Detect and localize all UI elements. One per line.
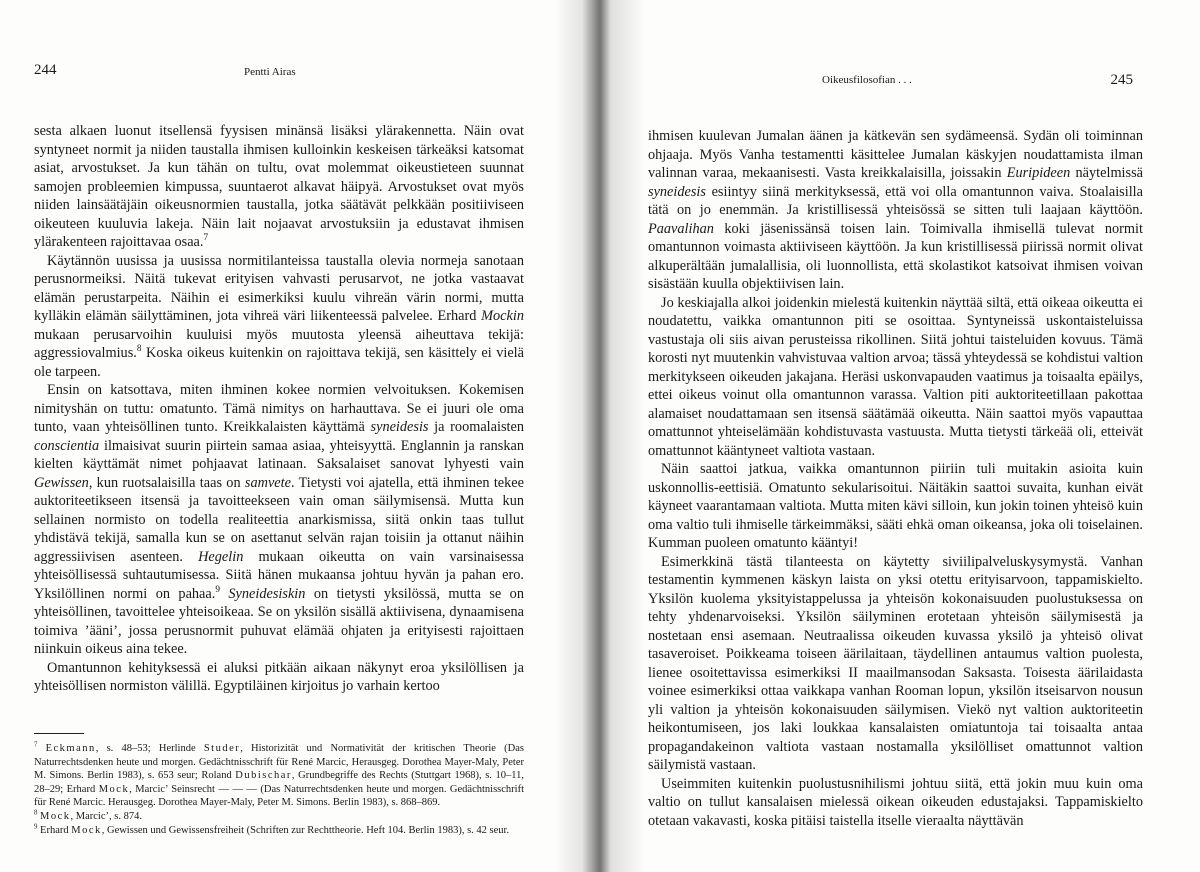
text-run: ja roomalaisten <box>428 419 524 435</box>
author-name: Mock <box>98 783 130 795</box>
footnote-reference: 9 <box>215 584 220 595</box>
author-name: Dubischar <box>235 770 292 782</box>
left-running-title: Pentti Airas <box>244 66 296 78</box>
text-run: Omantunnon kehityksessä ei aluksi pitkään aikaan näkynyt eroa yksilöllisen ja yhteisöllisen normiston välillä. Egyptiläinen kirjoitus jo varhain kertoo <box>34 659 524 694</box>
book-gutter-shadow <box>555 0 645 872</box>
paragraph <box>34 122 524 252</box>
right-page <box>648 0 1143 872</box>
text-run <box>37 743 45 754</box>
text-run: Koska oikeus kuitenkin on rajoittava tekijä, sen käsittely ei vielä ole tarpeen. <box>34 345 524 380</box>
italic-term: Hegelin <box>198 548 244 565</box>
left-page-number: 244 <box>34 62 57 78</box>
text-run: Erhard <box>37 824 72 836</box>
text-run: , s. 48–53; Herlinde <box>95 743 204 754</box>
footnote <box>34 824 524 838</box>
right-running-title: Oikeusfilosofian . . . <box>822 74 912 86</box>
text-run: ihmisen kuulevan Jumalan äänen ja kätkevän sen sydämeensä. Sydän oli toiminnan ohjaaja. Myös Vanha testamentti käsittelee Jumalan käskyjen noudattamista ilman valinnan varaa, mekaanisesti. Vasta kreikkalaisilla, joissakin <box>648 128 1143 181</box>
paragraph <box>34 659 524 696</box>
paragraph <box>648 553 1143 775</box>
footnote-reference: 7 <box>34 741 38 749</box>
footnote <box>34 742 524 810</box>
paragraph <box>648 127 1143 294</box>
text-run: mukaan perusarvoihin kuuluisi myös muutosta yleensä aiheuttava tekijä: aggressiovalmius. <box>34 326 524 361</box>
text-run: , Marcic’ Seinsrecht — — — (Das Naturrechtsdenken heute und morgen. Gedächtnisschrift für René Marcic. Herausgeg. Dorothea Mayer-Maly, Peter M. Simons. Berlin 1983), s. 868–869. <box>34 783 524 809</box>
right-page-number: 245 <box>1110 72 1133 88</box>
text-run: , Historizität und Normativität der kritischen Theorie (Das Naturrechtsdenken heute und morgen. Gedächtnisschrift für René Marcic, Herausgeg. Dorothea Mayer-Maly, Peter M. Simons. Berlin 1983), s. 653 seur; Roland <box>34 743 524 782</box>
paragraph <box>648 294 1143 461</box>
italic-term: Euripideen <box>1006 165 1071 181</box>
right-running-head <box>648 70 1143 92</box>
author-name: Eckmann <box>45 743 96 754</box>
text-run: Ensin on katsottava, miten ihminen kokee normien velvoituksen. Kokemisen nimityshän on tuttu: omatunto. Tämä nimitys on harhauttava. Se ei juuri ole oma tunto, vaan yhteisöllinen tunto. Kreikkalaisten käyttämä <box>34 382 524 435</box>
paragraph <box>34 381 524 659</box>
text-run: näytelmissä <box>1070 165 1143 181</box>
right-body-text <box>648 127 1143 830</box>
footnote <box>34 810 524 824</box>
left-page <box>34 0 524 872</box>
italic-term: conscientia <box>34 437 100 454</box>
text-run: esiintyy siinä merkityksessä, että voi olla omantunnon vaiva. Stoalaisilla tätä on jo enemmän. Ja kristillisessä yhteisössä se sitten tuli laajaan käyttöön. <box>648 183 1143 218</box>
text-run: ilmaisivat suurin piirtein samaa asiaa, yhteisyyttä. Englannin ja ranskan kielten käyttämät nimet pohjaavat latinaan. Saksalaiset sanovat lyhyesti vain <box>34 437 524 472</box>
footnote-reference: 8 <box>34 809 38 817</box>
left-footnotes <box>34 742 524 837</box>
text-run: , kun ruotsalaisilla taas on <box>88 474 245 491</box>
footnote-reference: 9 <box>34 823 38 831</box>
text-run: . Tietysti voi ajatella, että ihminen tekee auktoriteetikseen itsensä ja tavoitteekseen vain oman säilymisensä. Mutta kun sellainen normisto on todella realiteettia anarkismissa, siitä onkin taas tullut yhdistävä tekijä, samalla kun se on asettanut selvän rajan toisiin ja ottanut näihin aggressiivisen asenteen. <box>34 474 524 565</box>
paragraph <box>648 775 1143 831</box>
text-run: , Marcic’, s. 874. <box>70 810 142 822</box>
text-run: , Gewissen und Gewissensfreiheit (Schriften zur Rechttheorie. Heft 104. Berlin 1983), s. 42 seur. <box>101 824 510 836</box>
text-run: on tietysti yksilössä, mutta se on yhteisöllinen, tavoittelee yhteisoikeaa. Se on yksilön sisällä aktiivisena, dynaamisena toimiva ’ääni’, jossa perusnormit puhuvat elämää ohjaten ja erityisesti rajoittaen niinkuin oikeus aina tekee. <box>34 585 524 657</box>
text-run: koki jäsenissänsä toisen lain. Toimivalla ihmisellä tulevat normit omantunnon voimasta aktiiviseen käyttöön. Ja kun kristillisessä piirissä normit olivat alkuperältään jumalallisia, oli luonnollista, että skolastikot katsoivat ihmisen voivan sisästään kuulla objektiivisen lain. <box>648 220 1143 292</box>
italic-term: Paavalihan <box>648 220 714 237</box>
text-run: sesta alkaen luonut itsellensä fyysisen minänsä lisäksi ylärakennetta. Näin ovat syntyneet normit ja niiden taustalla ihmisen kulloinkin keskeisen tärkeäksi katsomat asiat, arvostukset. Ja kun tähän on tultu, ovat molemmat oikeustieteen suunnat samojen probleemien kimpussa, suuntaerot alkavat häipyä. Arvostukset ovat myös niiden lainsäätäjäin oikeusnormien taustalla, jotka säätävät pelkkään positiiviseen oikeuteen kuuluvia lakeja. Näin lait nojaavat arvostuksiin ja edustavat ihmisen ylärakenteen rajoittavaa osaa. <box>34 123 524 250</box>
italic-term: samvete <box>244 474 291 491</box>
paragraph <box>648 460 1143 553</box>
italic-term: Gewissen <box>34 474 89 491</box>
italic-term: Mockin <box>481 308 524 324</box>
text-run: Esimerkkinä tästä tilanteesta on käytetty siviilipalveluskysymystä. Vanhan testamentin kymmenen käskyn laista on yksi otettu erityisarvoon, tappamiskielto. Yksilön kuolema yksityistappelussa ja yhteisön kokonaisuuden puolustuksessa on tehty yhdenarvoiseksi. Yksilön säilyminen erotetaan yhteisön säilymisestä ja nostetaan ensi asemaan. Neutraalissa oikeuden kuvassa yksilö ja yhteisö olivat tasaveroiset. Poikkeama toiseen äärilaitaan, täydellinen antaumus valtion puolesta, lienee osoitettavissa esimerkiksi II maailmansodan Saksasta. Toisesta äärilaidasta voinee esimerkiksi ottaa vaikkapa vanhan Rooman lopun, yksilön itseisarvon nousun yli valtion ja yhteisön kokonaisuuden säilymisen. Viekö nyt valtion auktoriteetin heikontumiseen, jos laki loukkaa kansalaisten omiatuntoja tai toisaalta antaa propagandakeinon valtiota vastaan nostamalla yksilölliset omattunnot valtion säilymistä vastaan. <box>648 553 1143 773</box>
italic-term: syneidesis <box>370 419 429 435</box>
footnote-reference: 7 <box>203 233 209 244</box>
author-name: Studer <box>203 743 241 754</box>
text-run: Käytännön uusissa ja uusissa normitilanteissa taustalla olevia normeja sanotaan perusnormeiksi. Näitä tukevat erityisen vahvasti perusarvot, ne jotka vastaavat elämän perustarpeita. Näihin ei esimerkiksi kuulu vihreän värin normi, mutta kylläkin elämän säilyttäminen, jota vihreä väri liikenteessä palvelee. Erhard <box>34 252 524 324</box>
author-name: Mock <box>40 810 71 822</box>
text-run: Useimmiten kuitenkin puolustusnihilismi johtuu siitä, että jokin muu kuin oma valtio on tullut kansalaisen mielessä oikean oikeuden edustajaksi. Tappamiskielto otetaan vakavasti, koska pitäisi taistella itselle vieraalta näyttävän <box>648 775 1143 829</box>
text-run: , Grundbegriffe des Rechts (Stuttgart 1968), s. 10–11, 28–29; Erhard <box>34 770 524 795</box>
footnote-reference: 8 <box>136 344 142 355</box>
italic-term: syneidesis <box>648 183 706 200</box>
text-run: mukaan oikeutta on vain varsinaisessa yhteisöllisessä suhtautumisessa. Siitä hänen mukaansa johtuu hyvän ja pahan ero. Yksilöllinen normi on pahaa. <box>34 548 524 602</box>
italic-term: Syneidesiskin <box>228 585 306 602</box>
paragraph <box>34 252 524 382</box>
footnote-rule <box>34 733 84 734</box>
author-name: Mock <box>71 824 102 836</box>
text-run: Näin saattoi jatkua, vaikka omantunnon piiriin tuli muitakin asioita kuin uskonnollis-eettisiä. Omatunto sekularisoitui. Näitäkin saattoi suvaita, kunhan eivät käyneet vaarantamaan valtiota. Mutta miten kävi silloin, kun jokin toinen yhteisö kuin oma valtio tuli ihmiselle tärkeimmäksi, sääti ehkä oman oikeansa, joka oli toiselainen. Kumman puoleen omatunto kääntyi! <box>648 461 1143 551</box>
left-running-head <box>34 62 524 84</box>
left-body-text <box>34 122 524 696</box>
text-run: Jo keskiajalla alkoi joidenkin mielestä kuitenkin näyttää siltä, että oikeaa oikeutta ei noudatettu, vaikka omantunnon piti se osoittaa. Syntyneissä uskontaisteluissa vastustaja oli siis aivan perusteissa rikollinen. Siitä johtui taisteluiden kovuus. Tämä korosti nyt muutenkin vahvistuvaa valtion arvoa; tässä yhteydessä se kohdistui valtion merkitykseen oikeuden jakajana. Heräsi uskonvapauden vaatimus ja toisaalta epäilys, ettei oikeus voinut olla omantunnon varassa. Valtion piti auktoriteetillaan pakottaa alamaiset noudattamaan sen itsensä säätämää oikeutta. Näin saattoi myös vapauttaa omattunnot yhteiselämään kohdistuvasta vastuusta. Mutta tietysti tärkeää oli, etteivät omattunnot kääntyneet valtiota vastaan. <box>648 294 1143 459</box>
